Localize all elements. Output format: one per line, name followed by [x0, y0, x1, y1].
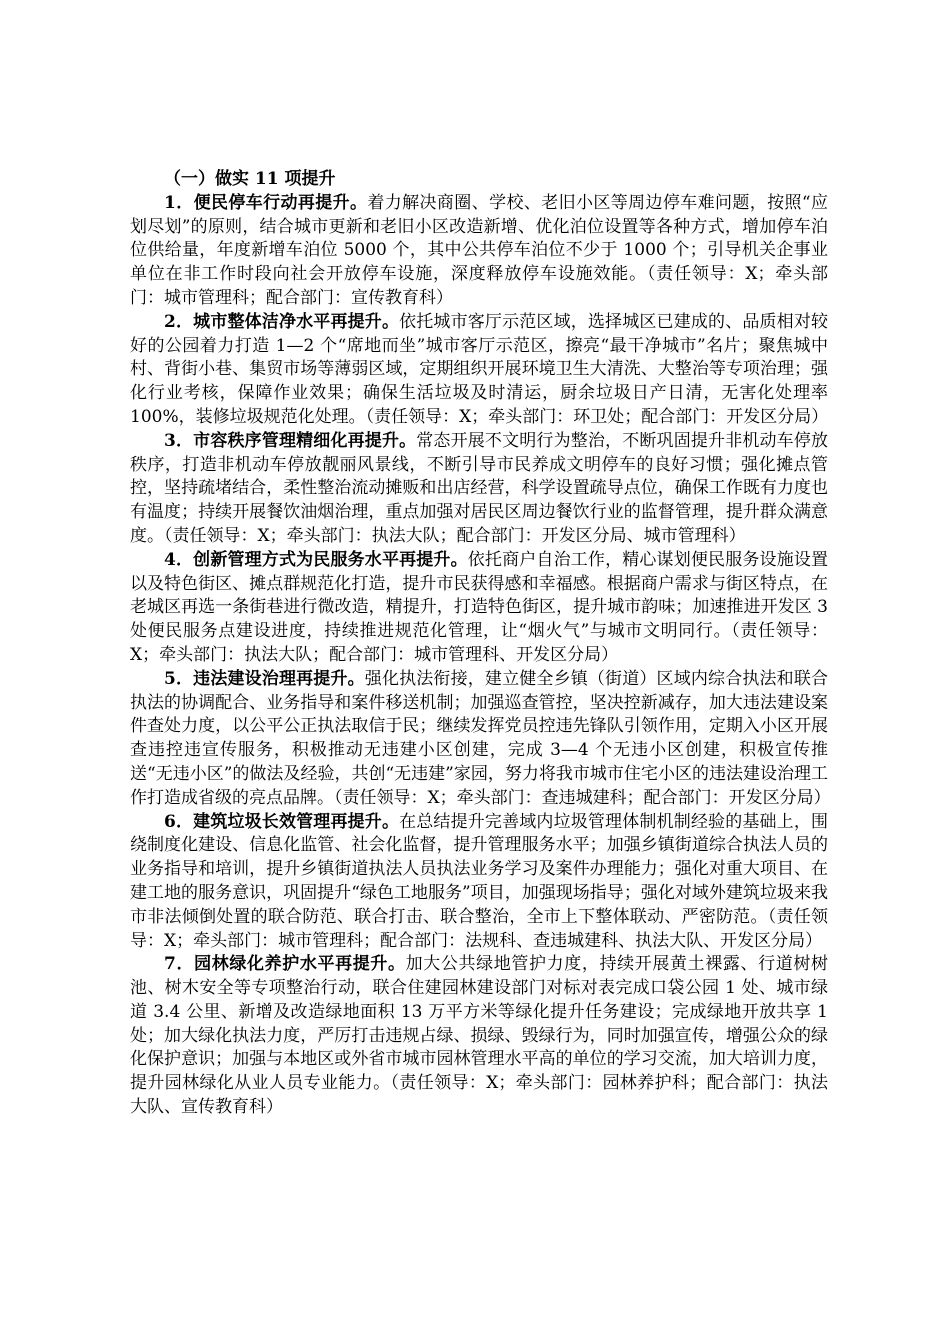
item-body: 常态开展不文明行为整治，不断巩固提升非机动车停放秩序，打造非机动车停放靓丽风景线，不断引导市民养成文明停车的良好习惯；强化摊点管控，坚持疏堵结合，柔性整治流动摊贩和出店经营，科学设置疏导点位，确保工作既有力度也有温度；持续开展餐饮油烟治理，重点加强对居民区周边餐饮行业的监督管理，提升群众满意度。（责任领导：X；牵头部门：执法大队；配合部门：开发区分局、城市管理科）: [130, 430, 829, 546]
list-item: [130, 953, 828, 1120]
document-body: [130, 168, 831, 1120]
list-item: [130, 549, 828, 668]
list-item: [130, 668, 831, 811]
section-heading: （一）做实 11 项提升: [164, 169, 336, 189]
item-body: 着力解决商圈、学校、老旧小区等周边停车难问题，按照“应划尽划”的原则，结合城市更新和老旧小区改造新增、优化泊位设置等各种方式，增加停车泊位供给量，年度新增车泊位 5000 个，其中公共停车泊位不少于 1000 个；引导机关企事业单位在非工作时段向社会开放停车设施，深度释放停车设施效能。（责任领导：X；牵头部门：城市管理科；配合部门：宣传教育科）: [130, 192, 828, 308]
item-title: 1．便民停车行动再提升。: [164, 192, 368, 213]
item-body: 加大公共绿地管护力度，持续开展黄土裸露、行道树树池、树木安全等专项整治行动，联合住建园林建设部门对标对表完成口袋公园 1 处、城市绿道 3.4 公里、新增及改造绿地面积 13 万平方米等绿化提升任务建设；完成绿地开放共享 1 处；加大绿化执法力度，严厉打击违规占绿、损绿、毁绿行为，同时加强宣传，增强公众的绿化保护意识；加强与本地区或外省市城市园林管理水平高的单位的学习交流，加大培训力度，提升园林绿化从业人员专业能力。（责任领导：X；牵头部门：园林养护科；配合部门：执法大队、宣传教育科）: [130, 954, 829, 1118]
item-title: 3．市容秩序管理精细化再提升。: [164, 430, 417, 451]
item-body: 在总结提升完善域内垃圾管理体制机制经验的基础上，围绕制度化建设、信息化监管、社会化监督，提升管理服务水平；加强乡镇街道综合执法人员的业务指导和培训，提升乡镇街道执法人员执法业务学习及案件办理能力；强化对重大项目、在建工地的服务意识，巩固提升“绿色工地服务”项目，加强现场指导；强化对域外建筑垃圾来我市非法倾倒处置的联合防范、联合打击、联合整治，全市上下整体联动、严密防范。（责任领导：X；牵头部门：城市管理科；配合部门：法规科、查违城建科、执法大队、开发区分局）: [130, 811, 829, 951]
item-title: 6．建筑垃圾长效管理再提升。: [164, 811, 400, 832]
item-title: 7．园林绿化养护水平再提升。: [164, 954, 406, 975]
item-body: 强化执法衔接，建立健全乡镇（街道）区域内综合执法和联合执法的协调配合、业务指导和案件移送机制；加强巡查管控，坚决控新减存，加大违法建设案件查处力度，以公平公正执法取信于民；继续发挥党员控违先锋队引领作用，定期入小区开展查违控违宣传服务，积极推动无违建小区创建，完成 3—4 个无违小区创建，积极宣传推送“无违小区”的做法及经验，共创“无违建”家园，努力将我市城市住宅小区的违法建设治理工作打造成省级的亮点品牌。（责任领导：X；牵头部门：查违城建科；配合部门：开发区分局）: [130, 668, 831, 808]
list-item: [130, 311, 828, 430]
item-title: 2．城市整体洁净水平再提升。: [164, 311, 400, 332]
list-item: [130, 430, 828, 549]
item-body: 依托城市客厅示范区域，选择城区已建成的、品质相对较好的公园着力打造 1—2 个“席地而坐”城市客厅示范区，擦亮“最干净城市”名片；聚焦城中村、背街小巷、集贸市场等薄弱区域，定期组织开展环境卫生大清洗、大整治等专项治理；强化行业考核，保障作业效果；确保生活垃圾及时清运，厨余垃圾日产日清，无害化处理率 100%，装修垃圾规范化处理。（责任领导：X；牵头部门：环卫处；配合部门：开发区分局）: [130, 311, 829, 427]
item-title: 4．创新管理方式为民服务水平再提升。: [164, 549, 468, 570]
list-item: [130, 192, 828, 311]
item-body: 依托商户自治工作，精心谋划便民服务设施设置以及特色街区、摊点群规范化打造，提升市民获得感和幸福感。根据商户需求与街区特点，在老城区再选一条街巷进行微改造，精提升，打造特色街区，提升城市韵味；加速推进开发区 3 处便民服务点建设进度，持续推进规范化管理，让“烟火气”与城市文明同行。（责任领导：X；牵头部门：执法大队；配合部门：城市管理科、开发区分局）: [130, 549, 829, 665]
list-item: [130, 811, 828, 954]
item-title: 5．违法建设治理再提升。: [164, 668, 365, 689]
